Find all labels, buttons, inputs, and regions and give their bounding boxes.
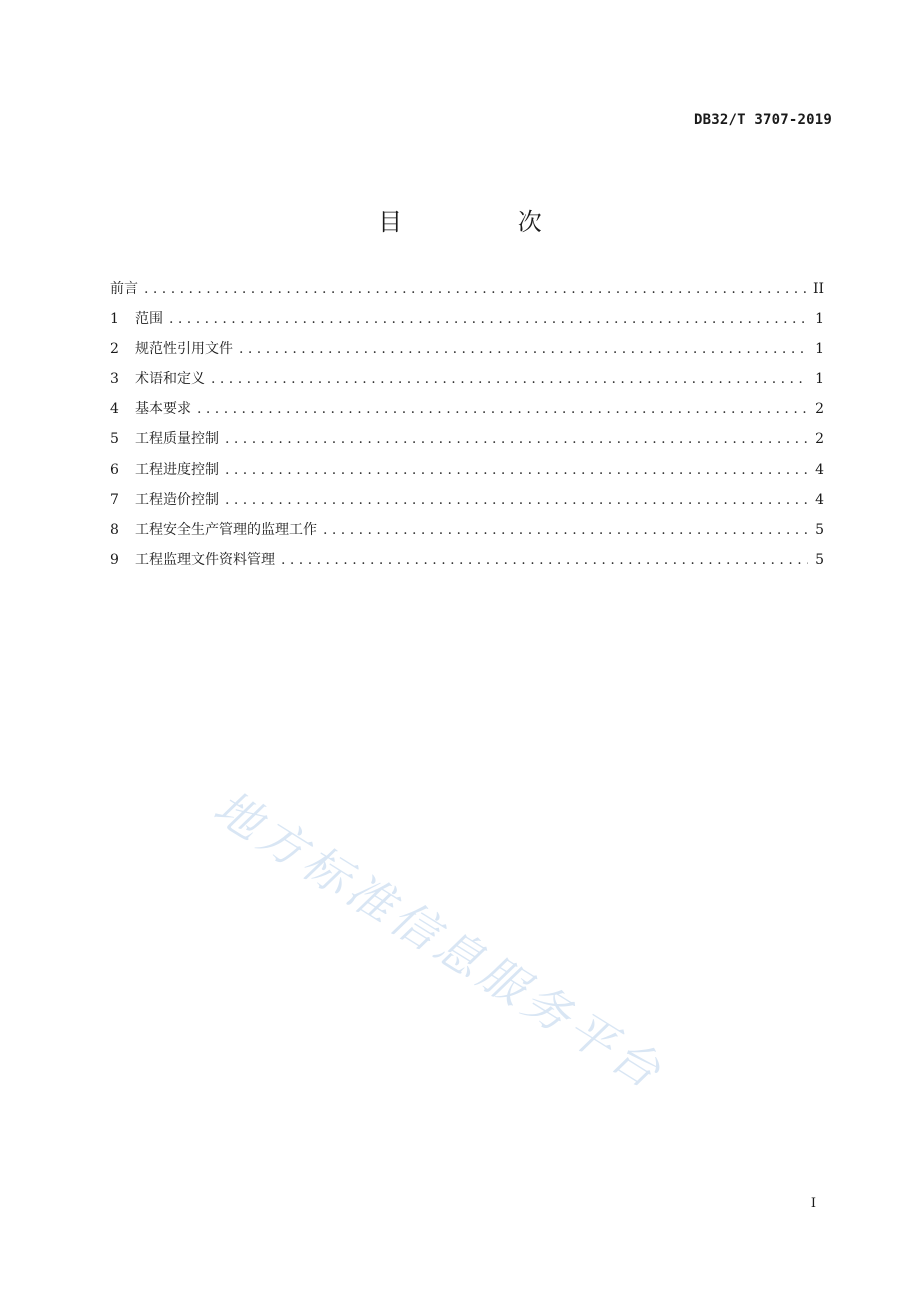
toc-entry-page: 4 xyxy=(815,491,824,508)
toc-leader-dots xyxy=(211,371,808,387)
toc-list xyxy=(110,278,824,579)
toc-entry-number: 7 xyxy=(110,491,119,508)
toc-leader-dots xyxy=(225,431,808,447)
toc-entry-label: 工程安全生产管理的监理工作 xyxy=(135,521,317,538)
toc-leader-dots xyxy=(281,552,808,568)
toc-entry-schedule-control[interactable] xyxy=(110,459,824,489)
toc-entry-number: 1 xyxy=(110,311,119,328)
toc-leader-dots xyxy=(169,311,808,327)
toc-entry-number: 5 xyxy=(110,431,119,448)
toc-leader-dots xyxy=(239,341,808,357)
toc-leader-dots xyxy=(197,401,808,417)
toc-entry-page: 1 xyxy=(815,371,824,388)
toc-entry-number: 2 xyxy=(110,341,119,358)
toc-entry-terms-definitions[interactable] xyxy=(110,368,824,398)
toc-entry-number: 6 xyxy=(110,461,119,478)
toc-entry-label: 前言 xyxy=(110,281,138,297)
toc-entry-document-management[interactable] xyxy=(110,549,824,579)
toc-leader-dots xyxy=(225,462,808,478)
toc-entry-number: 8 xyxy=(110,521,119,538)
toc-entry-scope[interactable] xyxy=(110,308,824,338)
toc-leader-dots xyxy=(144,281,807,297)
toc-entry-label: 工程监理文件资料管理 xyxy=(135,551,275,568)
toc-entry-foreword[interactable] xyxy=(110,278,824,308)
toc-entry-label: 规范性引用文件 xyxy=(135,341,233,358)
toc-entry-number: 4 xyxy=(110,401,119,418)
toc-entry-page: 1 xyxy=(815,341,824,358)
toc-entry-label: 工程质量控制 xyxy=(135,431,219,448)
toc-entry-safety-supervision[interactable] xyxy=(110,519,824,549)
toc-entry-basic-requirements[interactable] xyxy=(110,398,824,428)
page-number: I xyxy=(810,1196,816,1211)
toc-entry-page: II xyxy=(812,281,824,297)
toc-entry-quality-control[interactable] xyxy=(110,428,824,458)
toc-entry-page: 4 xyxy=(815,461,824,478)
toc-entry-normative-references[interactable] xyxy=(110,338,824,368)
toc-entry-page: 5 xyxy=(815,551,824,568)
toc-entry-cost-control[interactable] xyxy=(110,489,824,519)
toc-title: 目 次 xyxy=(378,208,596,236)
toc-entry-label: 范围 xyxy=(135,311,163,328)
toc-entry-page: 2 xyxy=(815,431,824,448)
toc-entry-number: 3 xyxy=(110,371,119,388)
toc-entry-number: 9 xyxy=(110,551,119,568)
toc-entry-page: 2 xyxy=(815,401,824,418)
toc-entry-label: 基本要求 xyxy=(135,401,191,418)
toc-entry-page: 5 xyxy=(815,521,824,538)
toc-entry-label: 工程造价控制 xyxy=(135,491,219,508)
document-code: DB32/T 3707-2019 xyxy=(693,112,832,128)
watermark-text: 地方标准信息服务平台 xyxy=(204,779,675,1101)
toc-entry-label: 术语和定义 xyxy=(135,371,205,388)
toc-entry-label: 工程进度控制 xyxy=(135,461,219,478)
toc-leader-dots xyxy=(225,492,808,508)
toc-entry-page: 1 xyxy=(815,311,824,328)
toc-leader-dots xyxy=(323,522,808,538)
